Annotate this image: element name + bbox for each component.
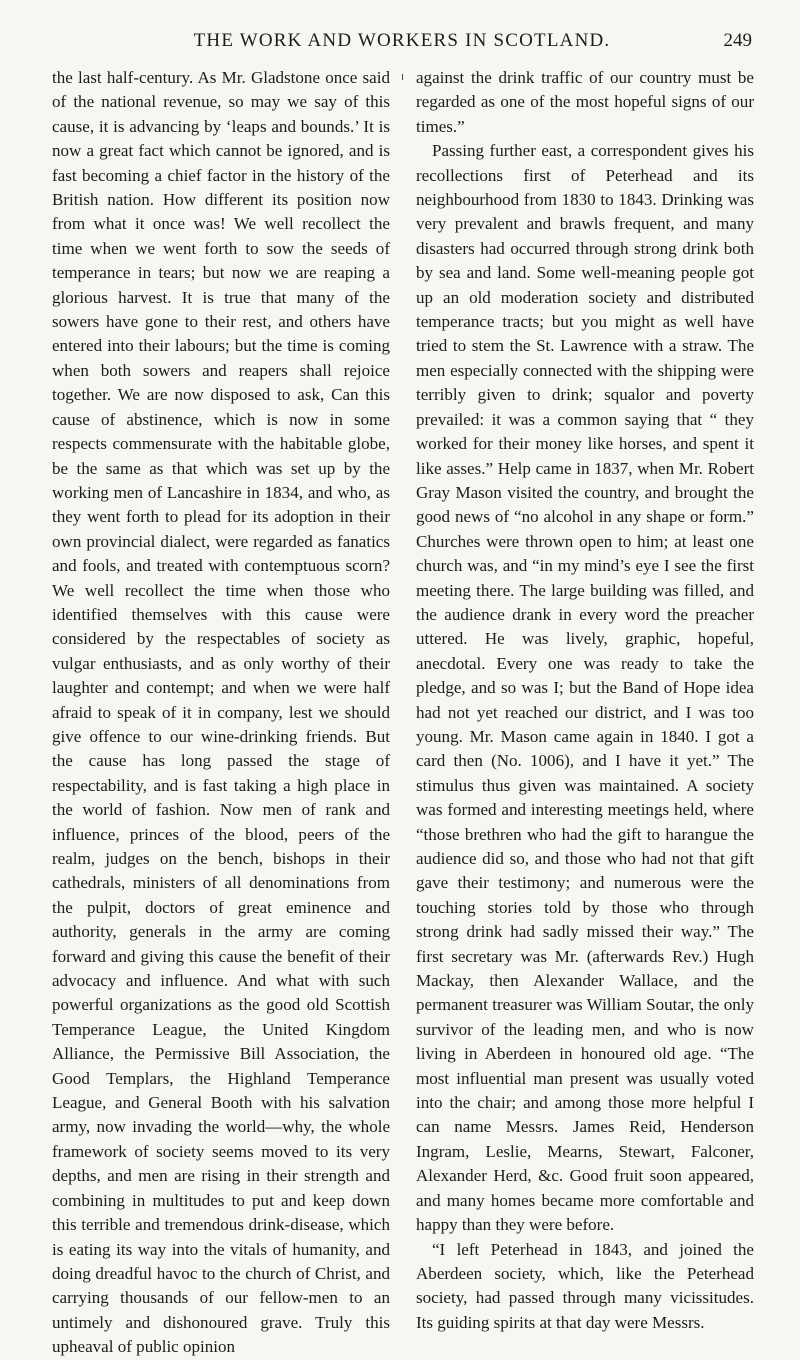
right-column [416,66,754,1335]
right-paragraph-3: “I left Peterhead in 1843, and joined the Aberdeen society, which, like the Peterhead society, had passed through many vicissitudes. Its guiding spirits at that day were Messrs. [416,1239,754,1332]
column-divider [402,74,403,80]
left-paragraph-1: the last half-century. As Mr. Gladstone once said of the national revenue, so may we say of this cause, it is advancing by ‘leaps and bounds.’ It is now a great fact which cannot be ignored, and is fast becoming a chief factor in the history of the British nation. How different its position now from what it once was! We well recollect the time when we went forth to sow the seeds of temperance in tears; but now we are reaping a glorious harvest. It is true that many of the sowers have gone to their rest, and others have entered into their labours; but the time is coming when both sowers and reapers shall rejoice together. We are now disposed to ask, Can this cause of abstinence, which is now in some respects commensurate with the habitable globe, be the same as that which was set up by the working men of Lancashire in 1834, and who, as they went forth to plead for its adoption in their own provincial dialect, were regarded as fanatics and fools, and treated with contemptuous scorn? We well recollect the time when those who identified themselves with this cause were considered by the respectables of society as vulgar enthusiasts, and as only worthy of their laughter and contempt; and when we were half afraid to speak of it in company, lest we should give offence to our wine-drinking friends. But the cause has long passed the stage of respectability, and is fast taking a high place in the world of fashion. Now men of rank and influence, princes of the blood, peers of the realm, judges on the bench, bishops in their cathedrals, ministers of all denominations from the pulpit, doctors of great eminence and authority, generals in the army are coming forward and giving this cause the benefit of their advocacy and influence. And what with such powerful organizations as the good old Scottish Temperance League, the United Kingdom Alliance, the Permissive Bill Association, the Good Templars, the Highland Temperance League, and General Booth with his salvation army, now invading the world—why, the whole framework of society seems moved to its very depths, and men are rising in their strength and combining in multitudes to put and keep down this terrible and tremendous drink-disease, which is eating its way into the vitals of humanity, and doing dreadful havoc to the church of Christ, and carrying thousands of our fellow-men to an untimely and dishonoured grave. Truly this upheaval of public opinion [52,68,390,1357]
right-paragraph-1: against the drink traffic of our country must be regarded as one of the most hopeful signs of our times.” [416,68,754,136]
running-head: THE WORK AND WORKERS IN SCOTLAND. [193,30,611,51]
left-column [52,66,390,1360]
right-paragraph-2: Passing further east, a correspondent gives his recollections first of Peterhead and its neighbourhood from 1830 to 1843. Drinking was very prevalent and brawls frequent, and many disasters had occurred through strong drink both by sea and land. Some well-meaning people got up an old moderation society and distributed temperance tracts; but you might as well have tried to stem the St. Lawrence with a straw. The men especially connected with the shipping were terribly given to drink; squalor and poverty prevailed: it was a common saying that “ they worked for their money like horses, and spent it like asses.” Help came in 1837, when Mr. Robert Gray Mason visited the country, and brought the good news of “no alcohol in any shape or form.” Churches were thrown open to him; at least one church was, and “in my mind’s eye I see the first meeting there. The large building was filled, and the audience drank in every word the preacher uttered. He was lively, graphic, hopeful, anecdotal. Every one was ready to take the pledge, and so was I; but the Band of Hope idea had not yet reached our district, and I was too young. Mr. Mason came again in 1840. I got a card then (No. 1006), and I have it yet.” The stimulus thus given was maintained. A society was formed and interesting meetings held, where “those brethren who had the gift to harangue the audience did so, and those who had not that gift gave their testimony; and numerous were the touching stories told by those who through strong drink had sadly missed their way.” The first secretary was Mr. (afterwards Rev.) Hugh Mackay, then Alexander Wallace, and the permanent treasurer was William Soutar, the only survivor of the leading men, and who is now living in Aberdeen in honoured old age. “The most influential man present was usually voted into the chair; and among those more helpful I can name Messrs. James Reid, Henderson Ingram, Leslie, Mearns, Stewart, Falconer, Alexander Herd, &c. Good fruit soon appeared, and many homes became more comfortable and happy than they were before. [416,141,754,1235]
page-number: 249 [723,30,752,51]
page-header [52,30,752,60]
